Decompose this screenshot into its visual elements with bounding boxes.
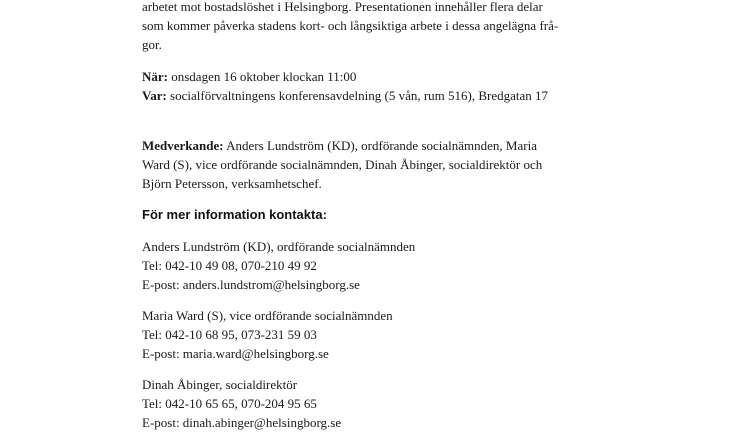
event-details: [142, 67, 622, 105]
contact-name: Dinah Åbinger, socialdirektör: [142, 377, 298, 392]
contact-tel: Tel: 042-10 65 65, 070-204 95 65: [142, 396, 317, 411]
contact-tel: Tel: 042-10 49 08, 070-210 49 92: [142, 258, 317, 273]
where-value: socialförvaltningens konferensavdelning (5 vån, rum 516), Bredgatan 17: [166, 88, 549, 103]
participants-line: Ward (S), vice ordförande socialnämnden, Dinah Åbinger, socialdirektör och: [142, 157, 543, 172]
when-label: När:: [142, 69, 168, 84]
contact-email: E-post: anders.lundstrom@helsingborg.se: [142, 277, 360, 292]
intro-paragraph: [142, 0, 622, 54]
where-label: Var:: [142, 88, 167, 103]
contact-heading: För mer information kontakta:: [142, 207, 327, 222]
contact-name: Anders Lundström (KD), ordförande socialnämnden: [142, 239, 416, 254]
participants-paragraph: [142, 136, 622, 193]
intro-line: som kommer påverka stadens kort- och långsiktiga arbete i dessa angelägna frå-: [142, 18, 559, 33]
contact-block: [142, 375, 622, 432]
contact-email: E-post: dinah.abinger@helsingborg.se: [142, 415, 342, 430]
contact-email: E-post: maria.ward@helsingborg.se: [142, 346, 329, 361]
participants-line: Björn Petersson, verksamhetschef.: [142, 176, 322, 191]
event-where: [142, 86, 622, 105]
contact-block: [142, 237, 622, 294]
participants-label: Medverkande:: [142, 138, 224, 153]
event-when: [142, 67, 622, 86]
contact-name: Maria Ward (S), vice ordförande socialnämnden: [142, 308, 393, 323]
contact-block: [142, 306, 622, 363]
intro-line: arbetet mot bostadslöshet i Helsingborg. Presentationen innehåller flera delar: [142, 0, 543, 14]
contact-tel: Tel: 042-10 68 95, 073-231 59 03: [142, 327, 317, 342]
when-value: onsdagen 16 oktober klockan 11:00: [168, 69, 357, 84]
intro-line: gor.: [142, 37, 162, 52]
participants-line: [142, 136, 622, 155]
participants-text: Anders Lundström (KD), ordförande socialnämnden, Maria: [223, 138, 537, 153]
